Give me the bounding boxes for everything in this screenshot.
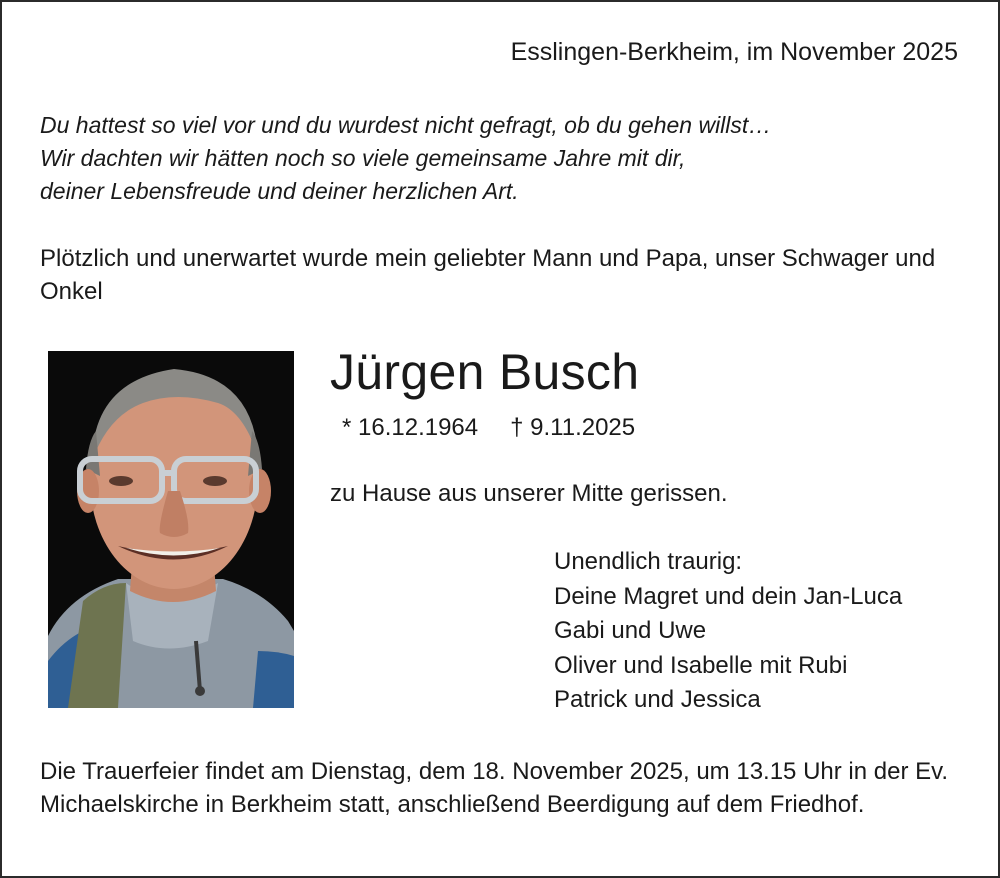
- taken-text: zu Hause aus unserer Mitte gerissen.: [330, 480, 728, 507]
- death-date: † 9.11.2025: [510, 414, 636, 441]
- deceased-name: Jürgen Busch: [330, 344, 640, 400]
- mourners-list: [554, 545, 902, 718]
- place-date: Esslingen-Berkheim, im November 2025: [510, 38, 958, 66]
- mourner-entry: Oliver und Isabelle mit Rubi: [554, 651, 848, 679]
- life-dates: [342, 412, 635, 444]
- funeral-info: Die Trauerfeier findet am Dienstag, dem 18. November 2025, um 13.15 Uhr in der Ev. Michaelskirche in Berkheim statt, anschließend Beerdigung auf dem Friedhof.: [40, 758, 949, 818]
- mourner-entry: Gabi und Uwe: [554, 617, 707, 644]
- portrait-illustration: [48, 351, 294, 708]
- poem: [40, 109, 960, 208]
- birth-date: * 16.12.1964: [342, 414, 479, 441]
- mourner-entry: Patrick und Jessica: [554, 686, 761, 713]
- poem-line: Du hattest so viel vor und du wurdest nicht gefragt, ob du gehen willst…: [40, 112, 772, 138]
- mourner-entry: Deine Magret und dein Jan-Luca: [554, 582, 903, 610]
- mourners-heading: Unendlich traurig:: [554, 548, 743, 575]
- intro-text: Plötzlich und unerwartet wurde mein geliebter Mann und Papa, unser Schwager und Onkel: [40, 245, 936, 305]
- poem-line: Wir dachten wir hätten noch so viele gemeinsame Jahre mit dir,: [40, 145, 686, 171]
- portrait-photo: [48, 351, 294, 708]
- poem-line: deiner Lebensfreude und deiner herzlichen Art.: [40, 178, 519, 204]
